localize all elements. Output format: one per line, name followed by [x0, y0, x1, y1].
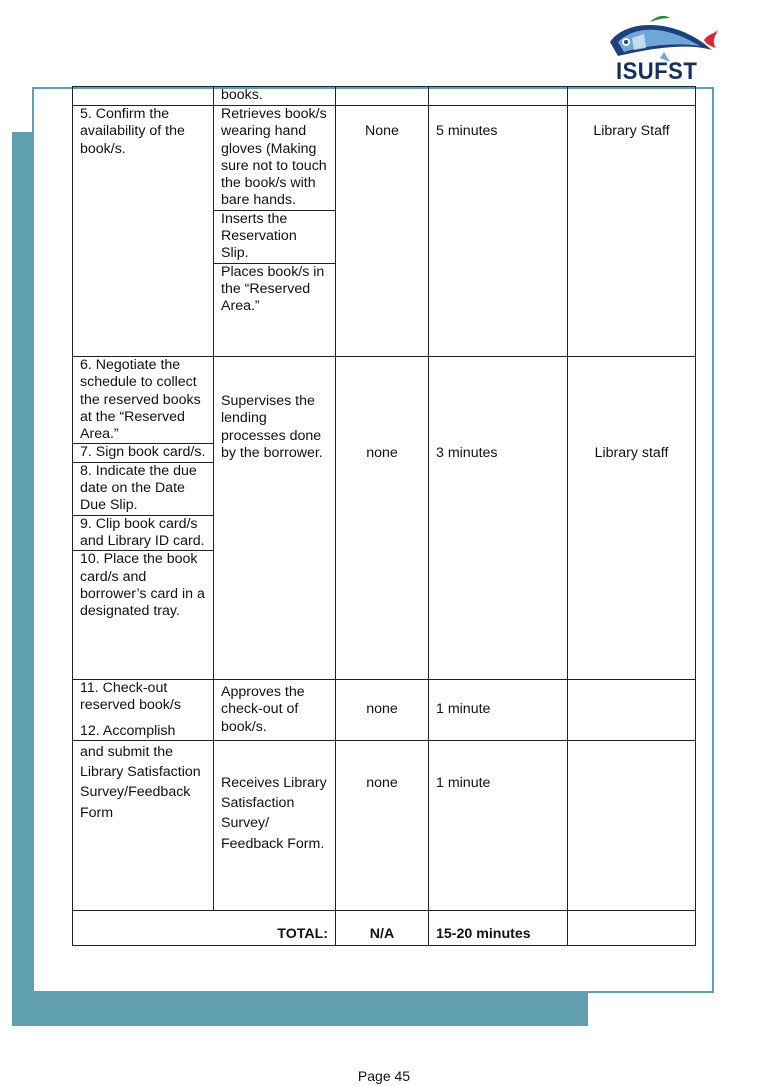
agency-action-cell: books. [214, 87, 336, 106]
agency-action-cell: Receives Library Satisfaction Survey/ Feedback Form. [214, 740, 336, 910]
processing-time-cell: 1 minute [429, 680, 568, 741]
client-step-line: 9. Clip book card/s and Library ID card. [73, 515, 213, 551]
logo-text: ISUFST [616, 58, 698, 85]
client-step-line: 12. Accomplish [80, 722, 176, 739]
agency-action-cell [214, 106, 336, 357]
table-row [73, 87, 696, 106]
fees-cell: none [336, 680, 429, 741]
client-step-line: 6. Negotiate the schedule to collect the reserved books at the “Reserved Area.” [80, 357, 201, 443]
agency-action-cell: Supervises the lending processes done by the borrower. [214, 357, 336, 680]
client-step-line: 11. Check-out reserved book/s [80, 680, 181, 714]
total-label: TOTAL: [73, 910, 336, 945]
client-step-cell [73, 680, 214, 741]
isufst-logo [604, 12, 720, 86]
table-row-total [73, 910, 696, 945]
total-fees: N/A [336, 910, 429, 945]
table-row [73, 357, 696, 680]
table-row [73, 106, 696, 357]
agency-action-cell: Approves the check-out of book/s. [214, 680, 336, 741]
table-row [73, 680, 696, 741]
service-steps-table [72, 86, 696, 946]
person-responsible-cell: Library staff [568, 357, 696, 680]
person-responsible-cell: Library Staff [568, 106, 696, 357]
agency-action-line: Inserts the Reservation Slip. [214, 210, 335, 263]
client-step-cell: 5. Confirm the availability of the book/s. [73, 106, 214, 357]
fees-cell: none [336, 357, 429, 680]
client-step-line: 8. Indicate the due date on the Date Due Slip. [73, 462, 213, 515]
fees-cell: none [336, 740, 429, 910]
processing-time-cell: 1 minute [429, 740, 568, 910]
fees-cell: None [336, 106, 429, 357]
client-step-cell [73, 357, 214, 680]
agency-action-line: Retrieves book/s wearing hand gloves (Making sure not to touch the book/s with bare hands. [221, 106, 327, 209]
agency-action-line: Places book/s in the “Reserved Area.” [214, 263, 335, 316]
processing-time-cell: 3 minutes [429, 357, 568, 680]
total-time: 15-20 minutes [429, 910, 568, 945]
client-step-cell: and submit the Library Satisfaction Survey/Feedback Form [73, 740, 214, 910]
client-step-line: 10. Place the book card/s and borrower’s card in a designated tray. [73, 550, 213, 620]
page-number: Page 45 [357, 1068, 411, 1084]
table-row [73, 740, 696, 910]
processing-time-cell: 5 minutes [429, 106, 568, 357]
client-step-line: 7. Sign book card/s. [73, 443, 213, 461]
